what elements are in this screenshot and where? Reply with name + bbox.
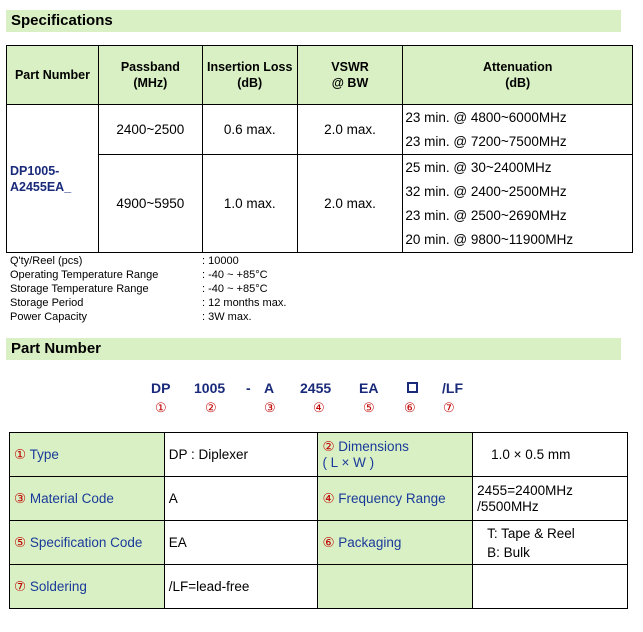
note-value: : 10000 xyxy=(202,255,239,267)
empty-value-cell xyxy=(473,565,628,609)
code-1005: 1005 xyxy=(194,380,226,396)
value-soldering: /LF=lead-free xyxy=(164,565,318,609)
code-number: ① xyxy=(155,400,167,415)
passband-cell: 2400~2500 xyxy=(98,105,202,155)
note-value: : -40 ~ +85°C xyxy=(202,269,268,281)
specifications-table xyxy=(6,45,633,253)
note-label: Power Capacity xyxy=(10,311,88,323)
attenuation-line: 32 min. @ 2400~2500MHz xyxy=(405,183,567,199)
passband-cell: 4900~5950 xyxy=(98,155,202,253)
code-2455: 2455 xyxy=(300,380,332,396)
note-label: Q'ty/Reel (pcs) xyxy=(10,255,83,267)
note-value: : 12 months max. xyxy=(202,297,287,309)
note-label: Storage Temperature Range xyxy=(10,283,149,295)
attenuation-line: 23 min. @ 2500~2690MHz xyxy=(405,207,567,223)
vswr-cell: 2.0 max. xyxy=(297,155,403,253)
value-packaging: T: Tape & Reel B: Bulk xyxy=(473,521,628,565)
code-number: ② xyxy=(205,400,217,415)
code-number: ⑥ xyxy=(404,400,416,415)
attenuation-line: 25 min. @ 30~2400MHz xyxy=(405,159,552,175)
part-number-heading: Part Number xyxy=(6,338,621,360)
label-specification-code: ⑤ Specification Code xyxy=(10,521,165,565)
attenuation-line: 23 min. @ 7200~7500MHz xyxy=(405,133,567,149)
note-value: : -40 ~ +85°C xyxy=(202,283,268,295)
code-number: ④ xyxy=(313,400,325,415)
placeholder-box-icon xyxy=(407,382,418,393)
label-soldering: ⑦ Soldering xyxy=(10,565,165,609)
attenuation-cell xyxy=(403,155,633,253)
insertion-loss-cell: 0.6 max. xyxy=(202,105,297,155)
code-dash: - xyxy=(246,380,251,396)
code-lf: /LF xyxy=(442,380,463,396)
attenuation-line: 23 min. @ 4800~6000MHz xyxy=(405,109,567,125)
value-frequency-range: 2455=2400MHz /5500MHz xyxy=(473,477,628,521)
label-material-code: ③ Material Code xyxy=(10,477,165,521)
header-vswr: VSWR @ BW xyxy=(297,46,403,105)
code-number: ⑤ xyxy=(363,400,375,415)
note-value: : 3W max. xyxy=(202,311,252,323)
code-ea: EA xyxy=(359,380,379,396)
label-type: ① Type xyxy=(10,433,165,477)
header-insertion-loss: Insertion Loss (dB) xyxy=(202,46,297,105)
code-dp: DP xyxy=(151,380,171,396)
value-type: DP : Diplexer xyxy=(164,433,318,477)
header-part-number: Part Number xyxy=(7,46,99,105)
part-number-cell: DP1005- A2455EA_ xyxy=(7,105,99,253)
code-number: ⑦ xyxy=(443,400,455,415)
note-label: Storage Period xyxy=(10,297,84,309)
note-label: Operating Temperature Range xyxy=(10,269,159,281)
attenuation-line: 20 min. @ 9800~11900MHz xyxy=(405,231,574,247)
part-number-table xyxy=(9,432,628,609)
header-attenuation: Attenuation (dB) xyxy=(403,46,633,105)
value-specification-code: EA xyxy=(164,521,318,565)
label-frequency-range: ④ Frequency Range xyxy=(318,477,473,521)
header-passband: Passband (MHz) xyxy=(98,46,202,105)
insertion-loss-cell: 1.0 max. xyxy=(202,155,297,253)
label-packaging: ⑥ Packaging xyxy=(318,521,473,565)
vswr-cell: 2.0 max. xyxy=(297,105,403,155)
code-a: A xyxy=(264,380,275,396)
specifications-heading: Specifications xyxy=(6,10,621,32)
label-dimensions: ② Dimensions ( L × W ) xyxy=(318,433,473,477)
code-number: ③ xyxy=(264,400,276,415)
empty-label-cell xyxy=(318,565,473,609)
value-material-code: A xyxy=(164,477,318,521)
attenuation-cell xyxy=(403,105,633,155)
value-dimensions: 1.0 × 0.5 mm xyxy=(473,433,628,477)
